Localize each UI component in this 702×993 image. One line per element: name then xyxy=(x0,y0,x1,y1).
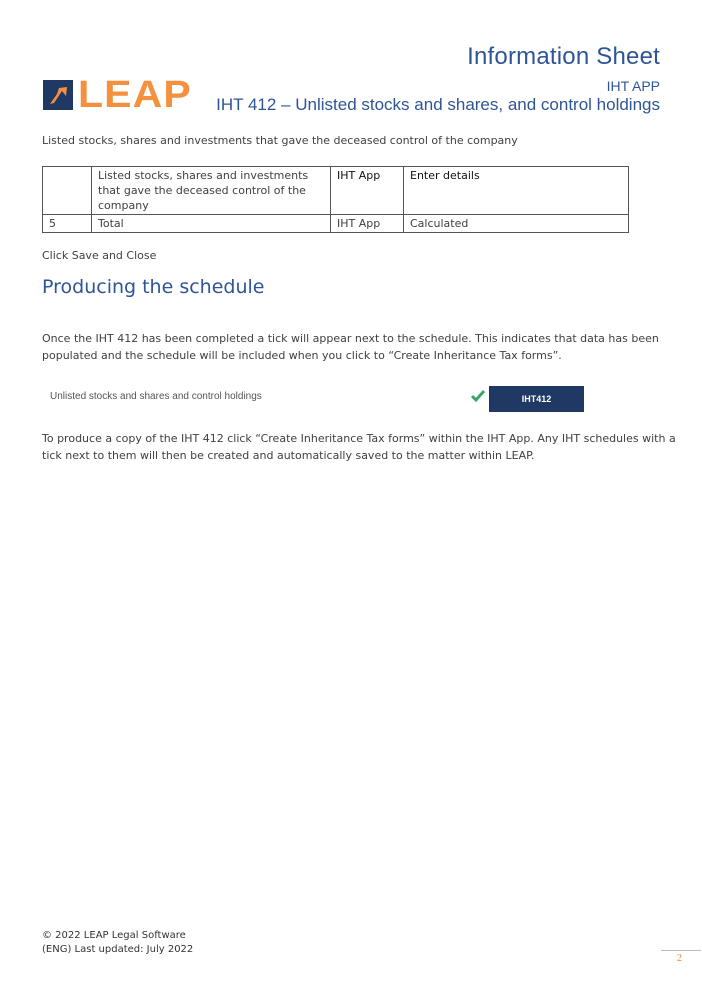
table-cell: Total xyxy=(92,215,331,233)
leap-logo-text: LEAP xyxy=(78,74,192,116)
app-subtitle: IHT APP xyxy=(606,78,660,94)
document-title: Information Sheet xyxy=(467,43,660,70)
table-cell: 5 xyxy=(43,215,92,233)
table-row xyxy=(43,215,629,233)
page-number-divider xyxy=(661,950,701,951)
check-icon xyxy=(470,387,486,403)
table-cell: IHT App xyxy=(331,167,404,215)
schedule-label: Unlisted stocks and shares and control holdings xyxy=(50,391,262,402)
schedule-subtitle: IHT 412 – Unlisted stocks and shares, and control holdings xyxy=(216,95,660,114)
leap-logo xyxy=(43,74,198,116)
copyright: © 2022 LEAP Legal Software xyxy=(42,930,186,941)
save-close-instruction: Click Save and Close xyxy=(42,249,157,262)
section-heading: Producing the schedule xyxy=(42,276,265,298)
intro-text: Listed stocks, shares and investments that gave the deceased control of the company xyxy=(42,134,518,147)
table-cell: IHT App xyxy=(331,215,404,233)
details-table xyxy=(42,166,629,233)
last-updated: (ENG) Last updated: July 2022 xyxy=(42,944,194,955)
table-cell: Enter details xyxy=(404,167,629,215)
table-row xyxy=(43,167,629,215)
table-cell xyxy=(43,167,92,215)
iht412-button[interactable]: IHT412 xyxy=(489,386,584,412)
footer xyxy=(42,929,193,957)
leap-logo-icon xyxy=(43,80,73,110)
table-cell: Listed stocks, shares and investments that gave the deceased control of the company xyxy=(92,167,331,215)
paragraph: To produce a copy of the IHT 412 click “Create Inheritance Tax forms” within the IHT App. Any IHT schedules with a tick next to them will then be created and automatically saved to the matter within LEAP. xyxy=(42,432,676,462)
page-number: 2 xyxy=(677,953,682,964)
paragraph: Once the IHT 412 has been completed a tick will appear next to the schedule. This indicates that data has been populated and the schedule will be included when you click to “Create Inheritance Tax forms”. xyxy=(42,332,659,362)
table-cell: Calculated xyxy=(404,215,629,233)
